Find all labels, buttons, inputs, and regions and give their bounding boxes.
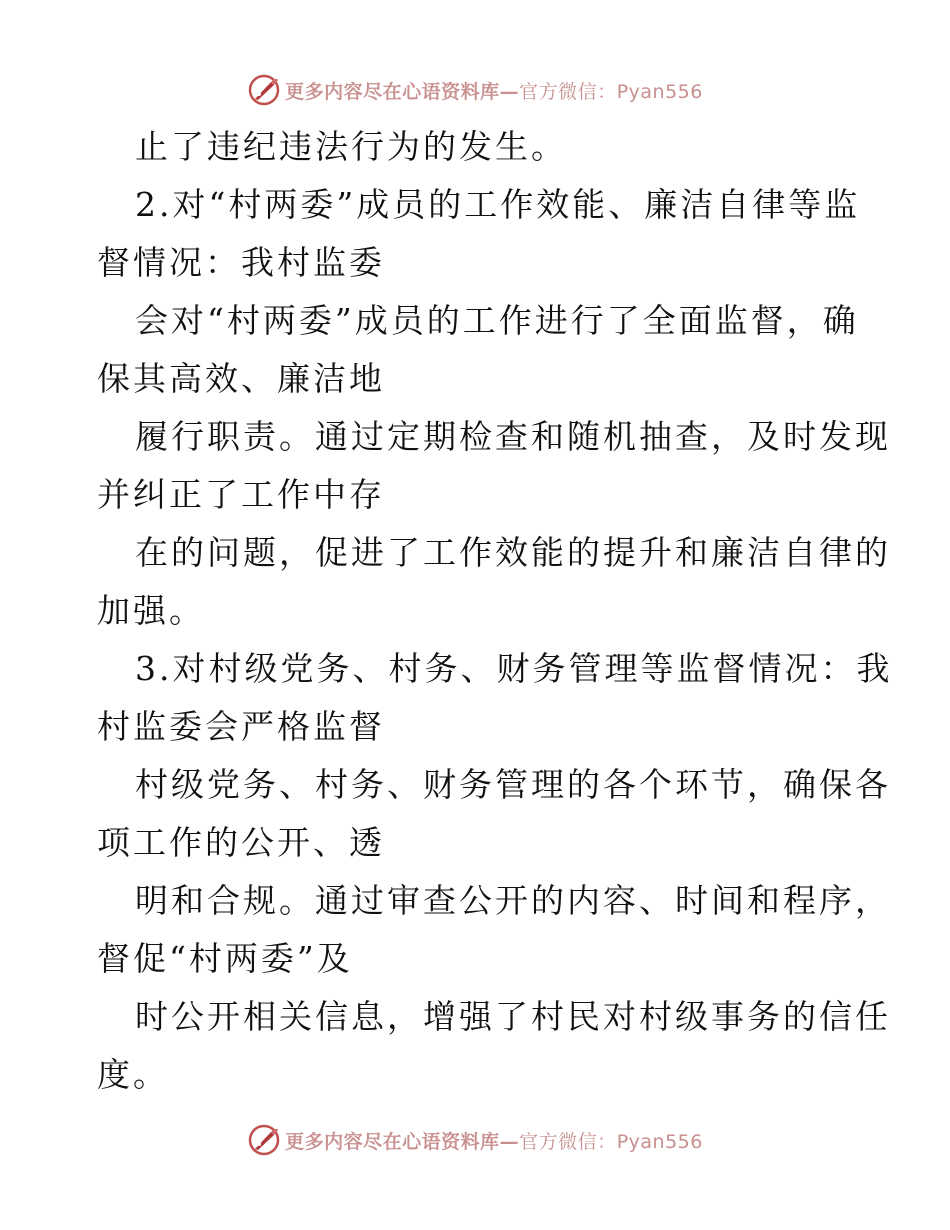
text-line: 在的问题，促进了工作效能的提升和廉洁自律的 bbox=[135, 533, 891, 572]
text-line: 履行职责。通过定期检查和随机抽查，及时发现 bbox=[135, 417, 891, 456]
text-line: 加强。 bbox=[97, 591, 205, 630]
text-line: 2.对“村两委”成员的工作效能、廉洁自律等监 bbox=[135, 185, 861, 224]
text-line: 时公开相关信息，增强了村民对村级事务的信任 bbox=[135, 997, 891, 1036]
watermark-wechat-label: 官方微信： bbox=[519, 1130, 617, 1153]
watermark-wechat-id: Pyan556 bbox=[616, 80, 703, 103]
text-line: 督情况：我村监委 bbox=[97, 243, 385, 282]
watermark-wechat-label: 官方微信： bbox=[519, 80, 617, 103]
watermark-main-text: 更多内容尽在心语资料库 bbox=[285, 1130, 500, 1153]
text-line: 保其高效、廉洁地 bbox=[97, 359, 385, 398]
watermark-dash: — bbox=[499, 80, 520, 103]
footer-watermark bbox=[0, 1120, 950, 1160]
watermark-dash: — bbox=[499, 1130, 520, 1153]
text-line: 并纠正了工作中存 bbox=[97, 475, 385, 514]
text-line: 度。 bbox=[97, 1055, 169, 1094]
header-watermark bbox=[0, 70, 950, 110]
text-line: 村监委会严格监督 bbox=[97, 707, 385, 746]
text-line: 村级党务、村务、财务管理的各个环节，确保各 bbox=[135, 765, 891, 804]
text-line: 项工作的公开、透 bbox=[97, 823, 385, 862]
text-line: 3.对村级党务、村务、财务管理等监督情况：我 bbox=[135, 649, 893, 688]
watermark-wechat-id: Pyan556 bbox=[616, 1130, 703, 1153]
text-line: 督促“村两委”及 bbox=[97, 939, 353, 978]
text-line: 会对“村两委”成员的工作进行了全面监督，确 bbox=[135, 301, 859, 340]
quill-logo-icon bbox=[247, 73, 281, 107]
text-line: 止了违纪违法行为的发生。 bbox=[135, 127, 567, 166]
text-line: 明和合规。通过审查公开的内容、时间和程序， bbox=[135, 881, 891, 920]
quill-logo-icon bbox=[247, 1123, 281, 1157]
watermark-main-text: 更多内容尽在心语资料库 bbox=[285, 80, 500, 103]
